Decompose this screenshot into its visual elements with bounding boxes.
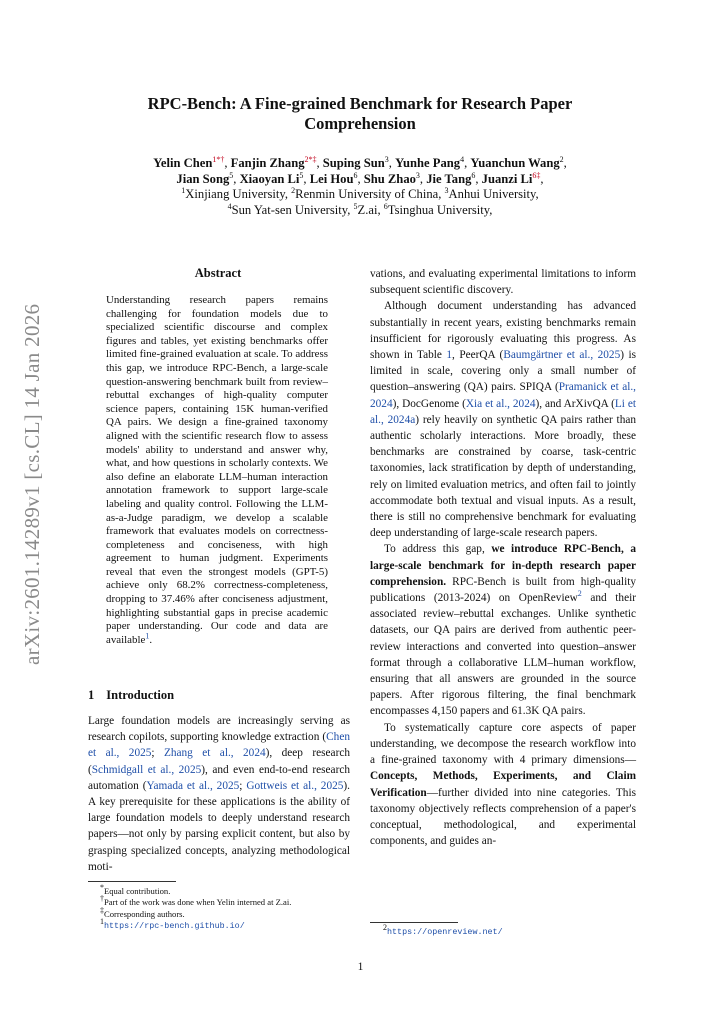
intro-right-column: [370, 266, 636, 849]
author-sup: 1*†: [212, 154, 225, 164]
author-block: [40, 156, 680, 218]
section-number: 1: [88, 688, 95, 702]
author-sup: 6: [471, 170, 476, 180]
author-sup: 4: [460, 154, 465, 164]
author-name: Fanjin Zhang: [230, 156, 305, 170]
affiliation: Tsinghua University,: [387, 202, 493, 217]
author-sup: 6‡: [532, 170, 541, 180]
affiliation: Renmin University of China,: [295, 187, 445, 201]
arxiv-side-stamp: [20, 300, 50, 690]
footnote-url-link[interactable]: https://rpc-bench.github.io/: [104, 921, 245, 932]
title-line-1: RPC-Bench: A Fine-grained Benchmark for Research Paper: [147, 94, 573, 113]
footnote: †Part of the work was done when Yelin interned at Z.ai.: [100, 894, 292, 908]
footnotes-right: $^2$https://openreview.net/: [383, 923, 503, 937]
footnote-ref-link[interactable]: 1: [145, 631, 150, 641]
citation-link[interactable]: Baumgärtner et al., 2025: [503, 349, 621, 362]
author-sup: 2*‡: [304, 154, 317, 164]
author-name: Xiaoyan Li: [239, 171, 300, 186]
footnote: ‡Corresponding authors.: [100, 905, 185, 919]
citation-link[interactable]: Xia et al., 2024: [465, 397, 536, 410]
abstract-text: Understanding research papers remains challenging for foundation models due to specialized scientific discourse and complex figures and tables, yet existing benchmarks offer limited fine-grained evaluation at scale. To address this gap, we introduce RPC-Bench, a large-scale question-answering benchmark built from review–rebuttal exchanges of high-quality computer science papers, containing 15K human-verified QA pairs. We design a fine-grained taxonomy aligned with the scientific research flow to assess models' ability to understand and answer why, what, and how questions in scholarly contexts. We also define an elaborate LLM–human interaction annotation framework to support large-scale labeling and quality control. Following the LLM-as-a-Judge paradigm, we develop a scalable framework that evaluates models on correctness-completeness and conciseness, with high agreement to human judgment. Experiments reveal that even the strongest models (GPT-5) achieve only 68.2% correctness-completeness, dropping to 37.46% after conciseness adjustment, highlighting substantial gaps in precise academic paper understanding. Our code and data are available: [106, 294, 328, 646]
author-line-1: Yelin Chen$^{1*\dagger}$, Fanjin Zhang$^{2*\ddagger}$, Suping Sun$^3$, Yunhe Pang$^4$, Yuanchun Wang$^2$,: [153, 154, 567, 170]
author-name: Juanzi Li: [481, 171, 533, 186]
author-line-2: Jian Song$^5$, Xiaoyan Li$^5$, Lei Hou$^6$, Shu Zhao$^3$, Jie Tang$^6$, Juanzi $Li^{6\ddagger}$,: [176, 170, 544, 186]
intro-paragraph: To address this gap, we introduce RPC-Bench, a large-scale benchmark for in-depth research paper comprehension. RPC-Bench is built from high-quality publications (2013-2024) on OpenReview$^2$ and their associated review–rebuttal exchanges. Unlike synthetic datasets, our QA pairs are derived from authentic peer-review interactions and converted into question–answer format through a collaborative LLM–human workflow, ensuring that all answers are grounded in the source papers. After rigorous filtering, the final benchmark encompasses 4,150 papers and 61.3K QA pairs.: [370, 543, 636, 718]
page-number: 1: [357, 961, 364, 973]
table-ref-link[interactable]: 1: [446, 349, 453, 362]
footnote-ref-link[interactable]: 2: [577, 589, 582, 599]
citation-link[interactable]: Gottweis et al., 2025: [246, 779, 344, 792]
author-name: Jie Tang: [426, 171, 472, 186]
citation-link[interactable]: Pramanick et al., 2024: [370, 381, 637, 410]
author-sup: 3: [415, 170, 420, 180]
citation-link[interactable]: Li et al., 2024a: [370, 397, 636, 426]
author-name: Jian Song: [176, 171, 230, 186]
arxiv-id: arXiv:2601.14289v1 [cs.CL] 14 Jan 2026: [20, 303, 44, 665]
citation-link[interactable]: Zhang et al., 2024: [163, 747, 266, 760]
intro-left-column: [88, 713, 350, 875]
citation-link[interactable]: Schmidgall et al., 2025: [91, 763, 202, 776]
affiliation: Z.ai,: [357, 202, 384, 217]
author-name: Yelin Chen: [153, 156, 213, 170]
abstract-body: Understanding research papers remains challenging for foundation models due to specialized scientific discourse and complex figures and tables, yet existing benchmarks offer limited fine-grained evaluation at scale. To address this gap, we introduce RPC-Bench, a large-scale question-answering benchmark built from review–rebuttal exchanges of high-quality computer science papers, containing 15K human-verified QA pairs. We design a fine-grained taxonomy aligned with the scientific research flow to assess models' ability to understand and answer why, what, and how questions in scholarly contexts. We also define an elaborate LLM–human interaction annotation framework to support large-scale labeling and quality control. Following the LLM-as-a-Judge paradigm, we develop a scalable framework that evaluates models on correctness-completeness and conciseness, with high agreement to human judgment. Experiments reveal that even the strongest models (GPT-5) achieve only 68.2% correctness-completeness, dropping to 37.46% after conciseness adjustment, highlighting substantial gaps in precise academic paper understanding. Our code and data are available$^1$.: [106, 294, 328, 646]
citation-link[interactable]: Chen et al., 2025: [88, 731, 350, 760]
footnote-url-link[interactable]: https://openreview.net/: [387, 927, 503, 937]
section-heading: [88, 688, 174, 703]
affiliation: Sun Yat-sen University,: [231, 202, 354, 217]
author-name: Suping Sun: [322, 156, 385, 170]
affiliation-line-2: $^4$Sun Yat-sen University, $^5$Z.ai, $^6$Tsinghua University,: [227, 201, 493, 217]
footnote-divider: [88, 881, 176, 882]
title-line-2: Comprehension: [304, 114, 416, 133]
intro-paragraph: Large foundation models are increasingly serving as research copilots, supporting knowledge extraction (Chen et al., 2025; Zhang et al., 2024), deep research (Schmidgall et al., 2025), and even end-to-end research automation (Yamada et al., 2025; Gottweis et al., 2025). A key prerequisite for these applications is the ability of large foundation models to deeply understand research papers—not only by parsing explicit content, but also by grasping specialized concepts, analyzing methodological moti-: [88, 715, 350, 873]
author-sup: 5: [229, 170, 234, 180]
author-name: Yunhe Pang: [395, 156, 461, 170]
section-title: Introduction: [106, 688, 175, 702]
affiliation: Anhui University,: [448, 187, 539, 201]
author-name: Shu Zhao: [363, 171, 416, 186]
citation-link[interactable]: Yamada et al., 2025: [146, 779, 240, 792]
footnotes-left: [100, 883, 360, 933]
paper-title: [60, 94, 660, 134]
author-sup: 5: [299, 170, 304, 180]
author-sup: 2: [559, 154, 564, 164]
author-sup: 6: [353, 170, 358, 180]
affiliation-line-1: $^1$Xinjiang University, $^2$Renmin University of China, $^3$Anhui University,: [181, 185, 539, 201]
footnote: *Equal contribution.: [100, 883, 171, 896]
author-name: Lei Hou: [309, 171, 354, 186]
footnote: $^1$https://rpc-bench.github.io/: [100, 917, 245, 932]
affiliation: Xinjiang University,: [185, 187, 292, 201]
intro-paragraph: To systematically capture core aspects of paper understanding, we decompose the research workflow into a fine-grained taxonomy with 4 primary dimensions—Concepts, Methods, Experiments, and Claim Verification—further divided into nine categories. This taxonomy objectively reflects comprehension of a paper's conceptual, methodological, and experimental components, and guides an-: [370, 721, 636, 848]
author-name: Yuanchun Wang: [470, 156, 560, 170]
intro-paragraph: vations, and evaluating experimental limitations to inform subsequent scientific discovery.: [370, 268, 636, 297]
intro-paragraph: Although document understanding has advanced substantially in recent years, existing benchmarks remain insufficient for rigorously evaluating this progress. As shown in Table 1, PeerQA (Baumgärtner et al., 2025) is limited in scale, covering only a small number of question–answering (QA) pairs. SPIQA (Pramanick et al., 2024), DocGenome (Xia et al., 2024), and ArXivQA (Li et al., 2024a) rely heavily on synthetic QA pairs rather than authentic scholarly interactions. More broadly, these benchmarks are constrained by coarse, task-centric taxonomies, lack stratification by depth of understanding, rely on limited evaluation metrics, and often fail to jointly accommodate both textual and visual inputs. As a result, there is still no comprehensive benchmark for evaluating deep understanding of large-scale research papers.: [370, 300, 637, 540]
author-sup: 3: [384, 154, 389, 164]
abstract-heading: Abstract: [194, 266, 242, 280]
